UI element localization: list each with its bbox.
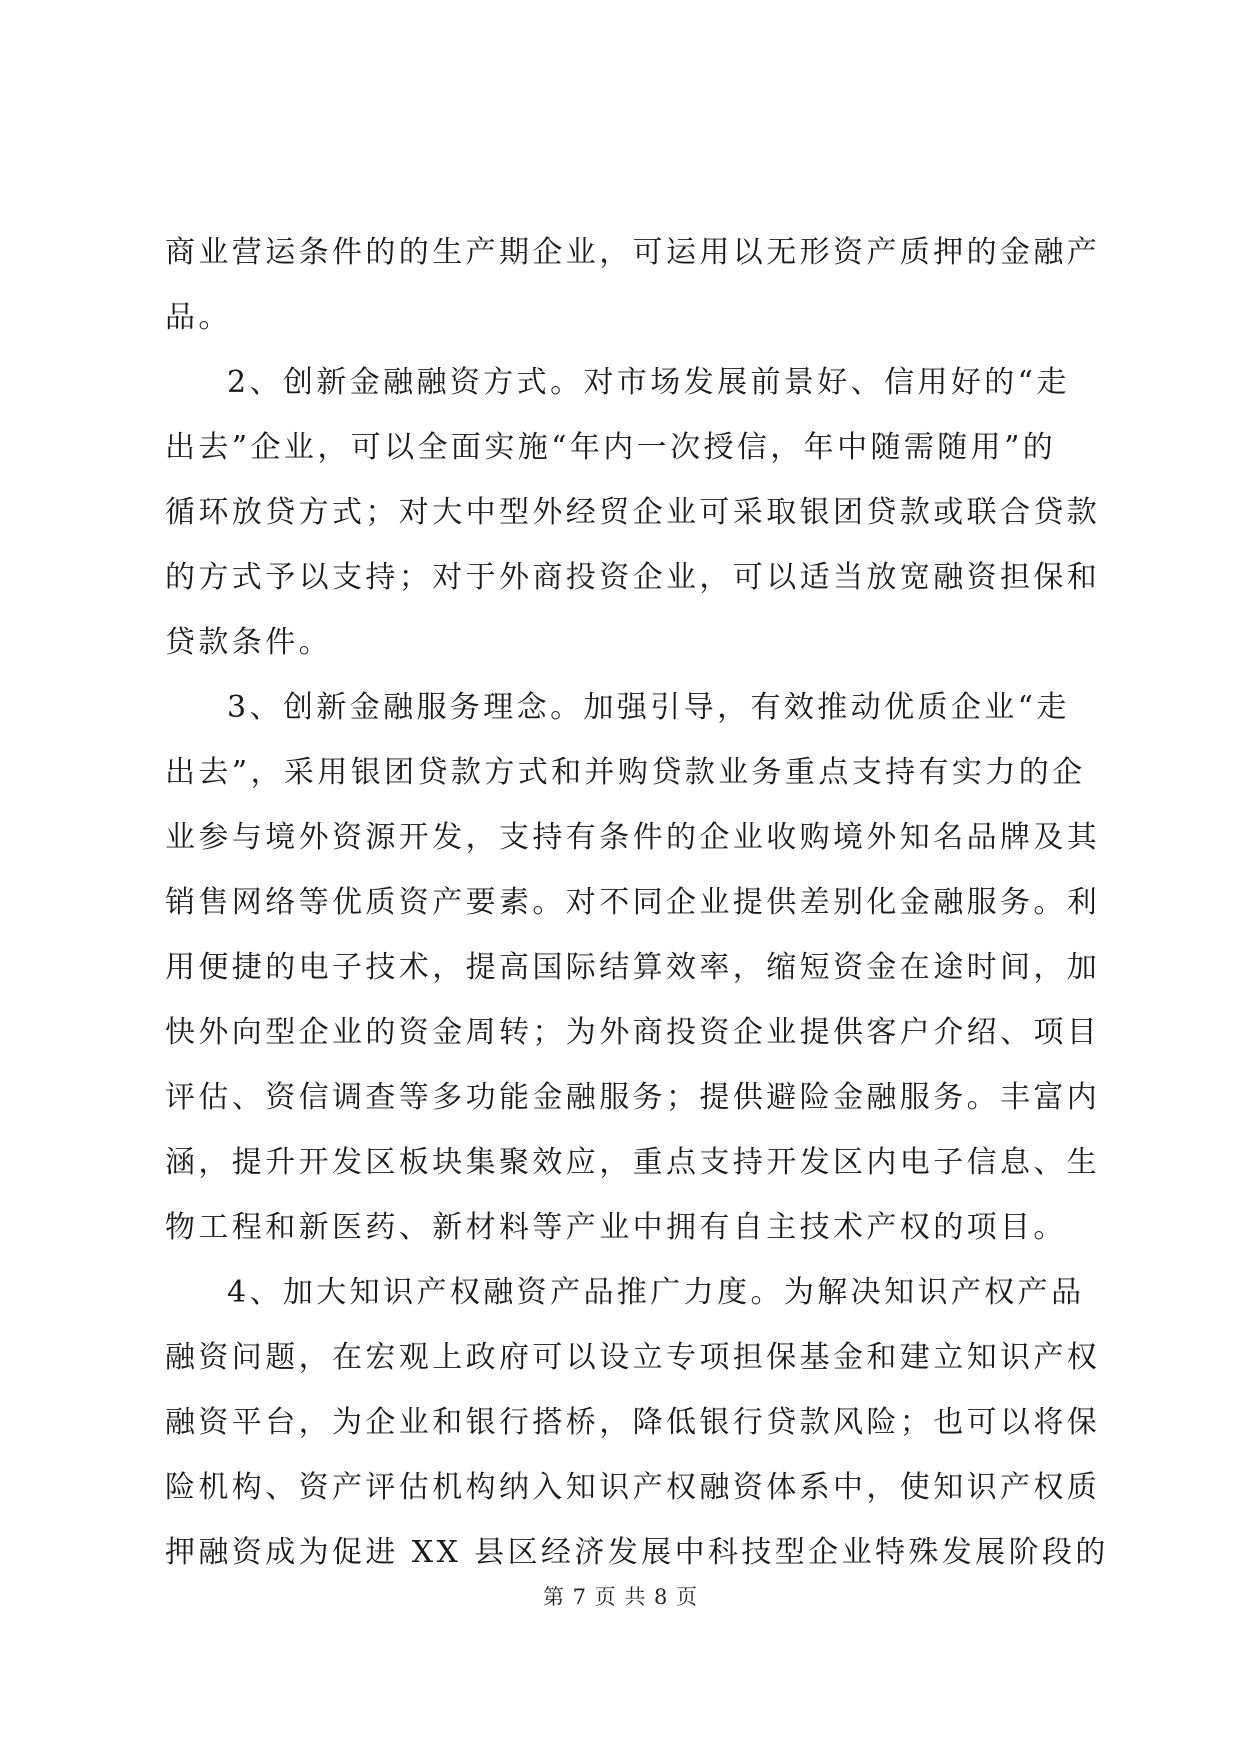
text-line: 评估、资信调查等多功能金融服务；提供避险金融服务。丰富内	[165, 1080, 1101, 1115]
text-line: 险机构、资产评估机构纳入知识产权融资体系中，使知识产权质	[165, 1470, 1101, 1505]
text-line: 循环放贷方式；对大中型外经贸企业可采取银团贷款或联合贷款	[165, 495, 1101, 530]
text-line: 销售网络等优质资产要素。对不同企业提供差别化金融服务。利	[165, 885, 1101, 920]
text-line: 商业营运条件的的生产期企业，可运用以无形资产质押的金融产	[165, 235, 1101, 270]
text-line: 押融资成为促进 XX 县区经济发展中科技型企业特殊发展阶段的	[165, 1535, 1109, 1570]
text-line: 出去”，采用银团贷款方式和并购贷款业务重点支持有实力的企	[165, 755, 1086, 790]
text-line: 融资平台，为企业和银行搭桥，降低银行贷款风险；也可以将保	[165, 1405, 1101, 1440]
text-line: 快外向型企业的资金周转；为外商投资企业提供客户介绍、项目	[165, 1015, 1101, 1050]
text-line: 品。	[165, 300, 232, 335]
text-line: 融资问题，在宏观上政府可以设立专项担保基金和建立知识产权	[165, 1340, 1101, 1375]
page-number-footer: 第 7 页 共 8 页	[542, 1585, 699, 1609]
text-line: 涵，提升开发区板块集聚效应，重点支持开发区内电子信息、生	[165, 1145, 1101, 1180]
text-line: 用便捷的电子技术，提高国际结算效率，缩短资金在途时间，加	[165, 950, 1101, 985]
paragraph-start-line: 3、创新金融服务理念。加强引导，有效推动优质企业“走	[227, 690, 1070, 725]
text-line: 的方式予以支持；对于外商投资企业，可以适当放宽融资担保和	[165, 560, 1101, 595]
text-line: 出去”企业，可以全面实施“年内一次授信，年中随需随用”的	[165, 430, 1057, 465]
paragraph-start-line: 4、加大知识产权融资产品推广力度。为解决知识产权产品	[227, 1275, 1085, 1310]
body-text	[165, 220, 1109, 1585]
text-line: 物工程和新医药、新材料等产业中拥有自主技术产权的项目。	[165, 1210, 1067, 1245]
text-line: 业参与境外资源开发，支持有条件的企业收购境外知名品牌及其	[165, 820, 1101, 855]
paragraph-start-line: 2、创新金融融资方式。对市场发展前景好、信用好的“走	[227, 365, 1070, 400]
text-line: 贷款条件。	[165, 625, 332, 660]
